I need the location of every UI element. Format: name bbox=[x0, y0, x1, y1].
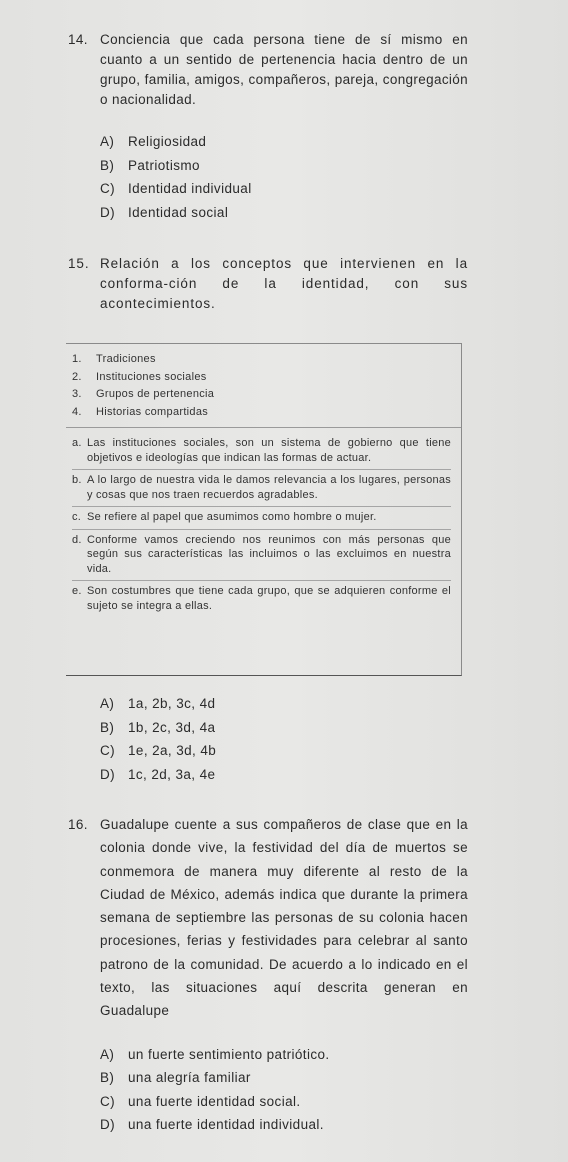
option-letter: C) bbox=[100, 743, 116, 758]
options-list bbox=[100, 130, 468, 224]
question-stem bbox=[68, 254, 468, 314]
option-letter: C) bbox=[100, 181, 116, 196]
question-number: 14. bbox=[68, 32, 88, 47]
question-15-options bbox=[68, 692, 468, 786]
options-list bbox=[100, 1043, 468, 1137]
question-number: 16. bbox=[68, 817, 88, 832]
option-letter: A) bbox=[100, 134, 115, 149]
option-text: 1c, 2d, 3a, 4e bbox=[128, 766, 216, 782]
option-text: Identidad social bbox=[128, 204, 229, 220]
definition-text: Las instituciones sociales, son un sistema de gobierno que tiene objetivos e ideologías que indican las formas de actuar. bbox=[87, 437, 451, 464]
definition-item bbox=[72, 473, 451, 505]
concept-item bbox=[72, 369, 461, 387]
definition-item bbox=[72, 533, 451, 580]
concept-text: Tradiciones bbox=[96, 353, 156, 365]
options-list bbox=[100, 692, 468, 786]
option-letter: D) bbox=[100, 766, 116, 782]
question-text: Relación a los conceptos que intervienen en la conforma-ción de la identidad, con sus acontecimientos. bbox=[100, 256, 468, 311]
definition-item bbox=[72, 436, 451, 468]
option-d[interactable] bbox=[100, 1113, 468, 1137]
option-text: 1a, 2b, 3c, 4d bbox=[128, 696, 216, 711]
concept-item bbox=[72, 351, 461, 369]
question-text: Guadalupe cuente a sus compañeros de clase que en la colonia donde vive, la festividad del día de muertos se conmemora de manera muy diferente al resto de la Ciudad de México, además indica que durante la primera semana de septiembre las personas de su colonia hacen procesiones, ferias y festividades para celebrar al santo patrono de la comunidad. De acuerdo a lo indicado en el texto, las situaciones aquí descrita generan en Guadalupe bbox=[100, 817, 468, 1019]
option-d[interactable] bbox=[100, 201, 468, 225]
definition-letter: a. bbox=[72, 437, 82, 449]
definition-divider bbox=[72, 580, 451, 581]
definition-letter: e. bbox=[72, 585, 82, 597]
definition-letter: c. bbox=[72, 511, 82, 523]
concept-text: Grupos de pertenencia bbox=[96, 388, 215, 400]
option-b[interactable] bbox=[100, 1066, 468, 1090]
definition-letter: d. bbox=[72, 533, 82, 546]
option-letter: A) bbox=[100, 1046, 115, 1062]
definition-item bbox=[72, 584, 451, 616]
option-a[interactable] bbox=[100, 692, 468, 716]
option-letter: B) bbox=[100, 157, 115, 173]
concept-number: 2. bbox=[72, 370, 82, 383]
option-text: un fuerte sentimiento patriótico. bbox=[128, 1046, 330, 1062]
option-letter: D) bbox=[100, 204, 116, 220]
concept-number: 1. bbox=[72, 353, 82, 365]
definition-divider bbox=[72, 529, 451, 530]
concept-number: 4. bbox=[72, 405, 82, 418]
option-c[interactable] bbox=[100, 739, 468, 763]
option-text: una alegría familiar bbox=[128, 1070, 251, 1086]
concept-item bbox=[72, 386, 461, 404]
question-number: 15. bbox=[68, 256, 90, 271]
option-text: Religiosidad bbox=[128, 134, 207, 149]
question-16 bbox=[68, 813, 468, 1137]
question-15 bbox=[68, 254, 468, 314]
question-14 bbox=[68, 30, 468, 224]
option-letter: A) bbox=[100, 696, 115, 711]
option-text: Patriotismo bbox=[128, 157, 200, 173]
definitions-list bbox=[66, 428, 461, 616]
option-letter: B) bbox=[100, 719, 115, 735]
option-text: Identidad individual bbox=[128, 181, 252, 196]
concept-text: Instituciones sociales bbox=[96, 370, 207, 383]
option-text: 1e, 2a, 3d, 4b bbox=[128, 743, 217, 758]
definition-text: Son costumbres que tiene cada grupo, que se adquieren conforme el sujeto se integra a ellas. bbox=[87, 585, 451, 612]
concept-item bbox=[72, 404, 461, 422]
option-d[interactable] bbox=[100, 763, 468, 787]
concepts-list bbox=[66, 344, 461, 421]
option-text: 1b, 2c, 3d, 4a bbox=[128, 719, 216, 735]
option-text: una fuerte identidad individual. bbox=[128, 1117, 324, 1133]
option-a[interactable] bbox=[100, 1043, 468, 1067]
option-letter: B) bbox=[100, 1070, 115, 1086]
definition-divider bbox=[72, 506, 451, 507]
definition-letter: b. bbox=[72, 474, 82, 486]
matching-table bbox=[66, 343, 462, 676]
definition-item bbox=[72, 510, 451, 528]
option-b[interactable] bbox=[100, 716, 468, 740]
definition-divider bbox=[72, 469, 451, 470]
option-a[interactable] bbox=[100, 130, 468, 154]
option-c[interactable] bbox=[100, 177, 468, 201]
option-letter: D) bbox=[100, 1117, 116, 1133]
definition-text: Conforme vamos creciendo nos reunimos con más personas que según sus características las incluimos o las excluimos en nuestra vida. bbox=[87, 533, 451, 575]
concept-number: 3. bbox=[72, 388, 82, 400]
question-stem bbox=[68, 813, 468, 1023]
option-letter: C) bbox=[100, 1093, 116, 1109]
question-text: Conciencia que cada persona tiene de sí mismo en cuanto a un sentido de pertenencia hacia dentro de un grupo, familia, amigos, compañeros, pareja, congregación o nacionalidad. bbox=[100, 32, 468, 107]
option-c[interactable] bbox=[100, 1090, 468, 1114]
definition-text: A lo largo de nuestra vida le damos relevancia a los lugares, personas y cosas que nos traen recuerdos agradables. bbox=[87, 474, 451, 501]
option-text: una fuerte identidad social. bbox=[128, 1093, 301, 1109]
option-b[interactable] bbox=[100, 154, 468, 178]
definition-text: Se refiere al papel que asumimos como hombre o mujer. bbox=[87, 511, 377, 523]
concept-text: Historias compartidas bbox=[96, 405, 209, 418]
question-stem bbox=[68, 30, 468, 110]
